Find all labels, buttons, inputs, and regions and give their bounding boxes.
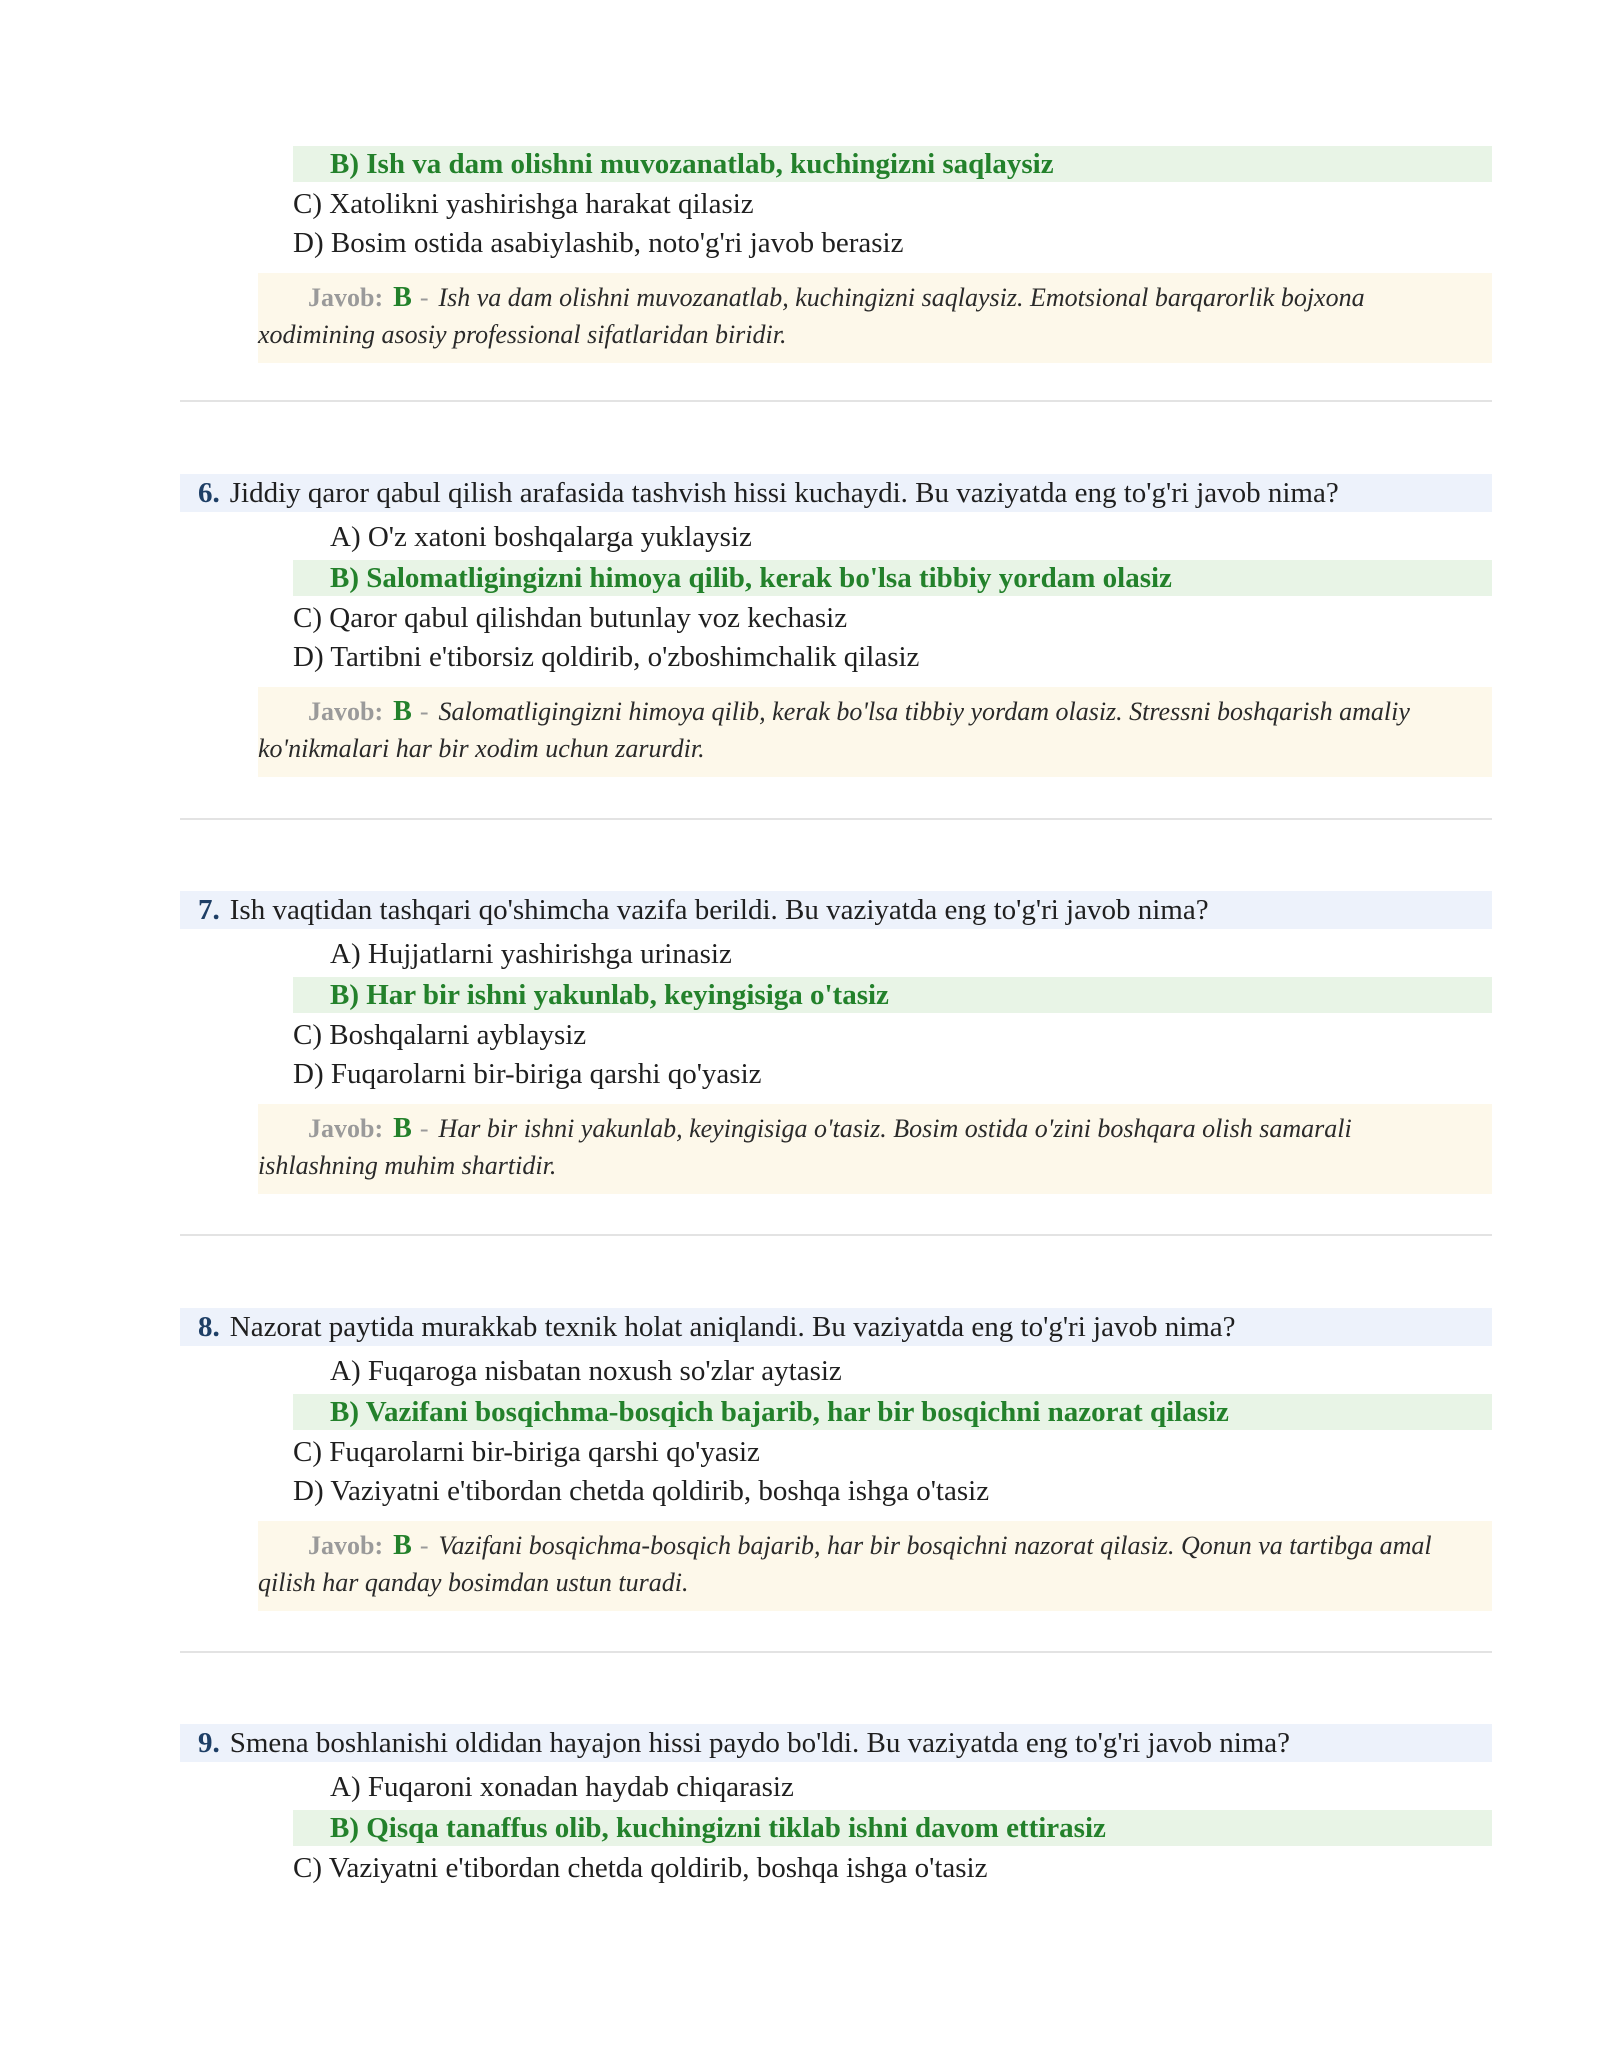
question-6	[180, 474, 1492, 777]
answer-label: Javob:	[308, 283, 384, 312]
question-heading	[180, 1308, 1492, 1346]
option-b-correct: B) Salomatligingizni himoya qilib, kerak bo'lsa tibbiy yordam olasiz	[293, 560, 1492, 596]
option-c: C) Fuqarolarni bir-biriga qarshi qo'yasiz	[293, 1436, 760, 1468]
answer-label: Javob:	[308, 697, 384, 726]
answer-letter: B	[393, 1113, 412, 1144]
option-d: D) Fuqarolarni bir-biriga qarshi qo'yasiz	[293, 1058, 762, 1090]
answer-dash: -	[419, 1114, 429, 1143]
question-heading	[180, 1724, 1492, 1762]
answer-text: Salomatligingizni himoya qilib, kerak bo'lsa tibbiy yordam olasiz. Stressni boshqarish amaliy ko'nikmalari har bir xodim uchun zarurdir.	[258, 697, 1410, 763]
answer-label: Javob:	[308, 1114, 384, 1143]
option-c: C) Vaziyatni e'tibordan chetda qoldirib, boshqa ishga o'tasiz	[293, 1852, 988, 1884]
answer-text: Vazifani bosqichma-bosqich bajarib, har bir bosqichni nazorat qilasiz. Qonun va tartibga amal qilish har qanday bosimdan ustun turadi.	[258, 1531, 1432, 1597]
answer-letter: B	[393, 1530, 412, 1561]
question-number: 7.	[198, 894, 220, 926]
answer-box	[258, 687, 1492, 777]
option-a: A) Fuqaroga nisbatan noxush so'zlar aytasiz	[330, 1355, 842, 1387]
question-8	[180, 1308, 1492, 1611]
answer-dash: -	[419, 697, 429, 726]
question-5	[180, 146, 1492, 363]
option-a: A) O'z xatoni boshqalarga yuklaysiz	[330, 521, 752, 553]
question-text: Jiddiy qaror qabul qilish arafasida tashvish hissi kuchaydi. Bu vaziyatda eng to'g'ri javob nima?	[229, 477, 1339, 509]
option-b-correct: B) Qisqa tanaffus olib, kuchingizni tiklab ishni davom ettirasiz	[293, 1810, 1492, 1846]
answer-letter: B	[393, 282, 412, 313]
answer-dash: -	[419, 1531, 429, 1560]
answer-box	[258, 1521, 1492, 1611]
answer-box	[258, 1104, 1492, 1194]
answer-text: Ish va dam olishni muvozanatlab, kuchingizni saqlaysiz. Emotsional barqarorlik bojxona xodimining asosiy professional sifatlaridan biridir.	[258, 283, 1365, 349]
answer-label: Javob:	[308, 1531, 384, 1560]
option-d: D) Bosim ostida asabiylashib, noto'g'ri javob berasiz	[293, 227, 904, 259]
answer-dash: -	[419, 283, 429, 312]
answer-box	[258, 273, 1492, 363]
option-b-correct: B) Ish va dam olishni muvozanatlab, kuchingizni saqlaysiz	[293, 146, 1492, 182]
option-d: D) Tartibni e'tiborsiz qoldirib, o'zboshimchalik qilasiz	[293, 641, 920, 673]
option-a: A) Hujjatlarni yashirishga urinasiz	[330, 938, 732, 970]
option-d: D) Vaziyatni e'tibordan chetda qoldirib, boshqa ishga o'tasiz	[293, 1475, 990, 1507]
question-9	[180, 1724, 1492, 1888]
question-number: 6.	[198, 477, 220, 509]
option-b-correct: B) Vazifani bosqichma-bosqich bajarib, har bir bosqichni nazorat qilasiz	[293, 1394, 1492, 1430]
option-c: C) Xatolikni yashirishga harakat qilasiz	[293, 188, 754, 220]
divider	[180, 818, 1492, 820]
answer-text: Har bir ishni yakunlab, keyingisiga o'tasiz. Bosim ostida o'zini boshqara olish samarali ishlashning muhim shartidir.	[258, 1114, 1352, 1180]
divider	[180, 1651, 1492, 1653]
question-heading	[180, 891, 1492, 929]
answer-letter: B	[393, 696, 412, 727]
divider	[180, 400, 1492, 402]
divider	[180, 1234, 1492, 1236]
question-number: 8.	[198, 1311, 220, 1343]
question-7	[180, 891, 1492, 1194]
option-c: C) Boshqalarni ayblaysiz	[293, 1019, 587, 1051]
question-text: Nazorat paytida murakkab texnik holat aniqlandi. Bu vaziyatda eng to'g'ri javob nima?	[229, 1311, 1236, 1343]
question-text: Smena boshlanishi oldidan hayajon hissi paydo bo'ldi. Bu vaziyatda eng to'g'ri javob nima?	[229, 1727, 1291, 1759]
option-b-correct: B) Har bir ishni yakunlab, keyingisiga o'tasiz	[293, 977, 1492, 1013]
question-heading	[180, 474, 1492, 512]
question-text: Ish vaqtidan tashqari qo'shimcha vazifa berildi. Bu vaziyatda eng to'g'ri javob nima?	[229, 894, 1209, 926]
option-a: A) Fuqaroni xonadan haydab chiqarasiz	[330, 1771, 794, 1803]
option-c: C) Qaror qabul qilishdan butunlay voz kechasiz	[293, 602, 848, 634]
question-number: 9.	[198, 1727, 220, 1759]
